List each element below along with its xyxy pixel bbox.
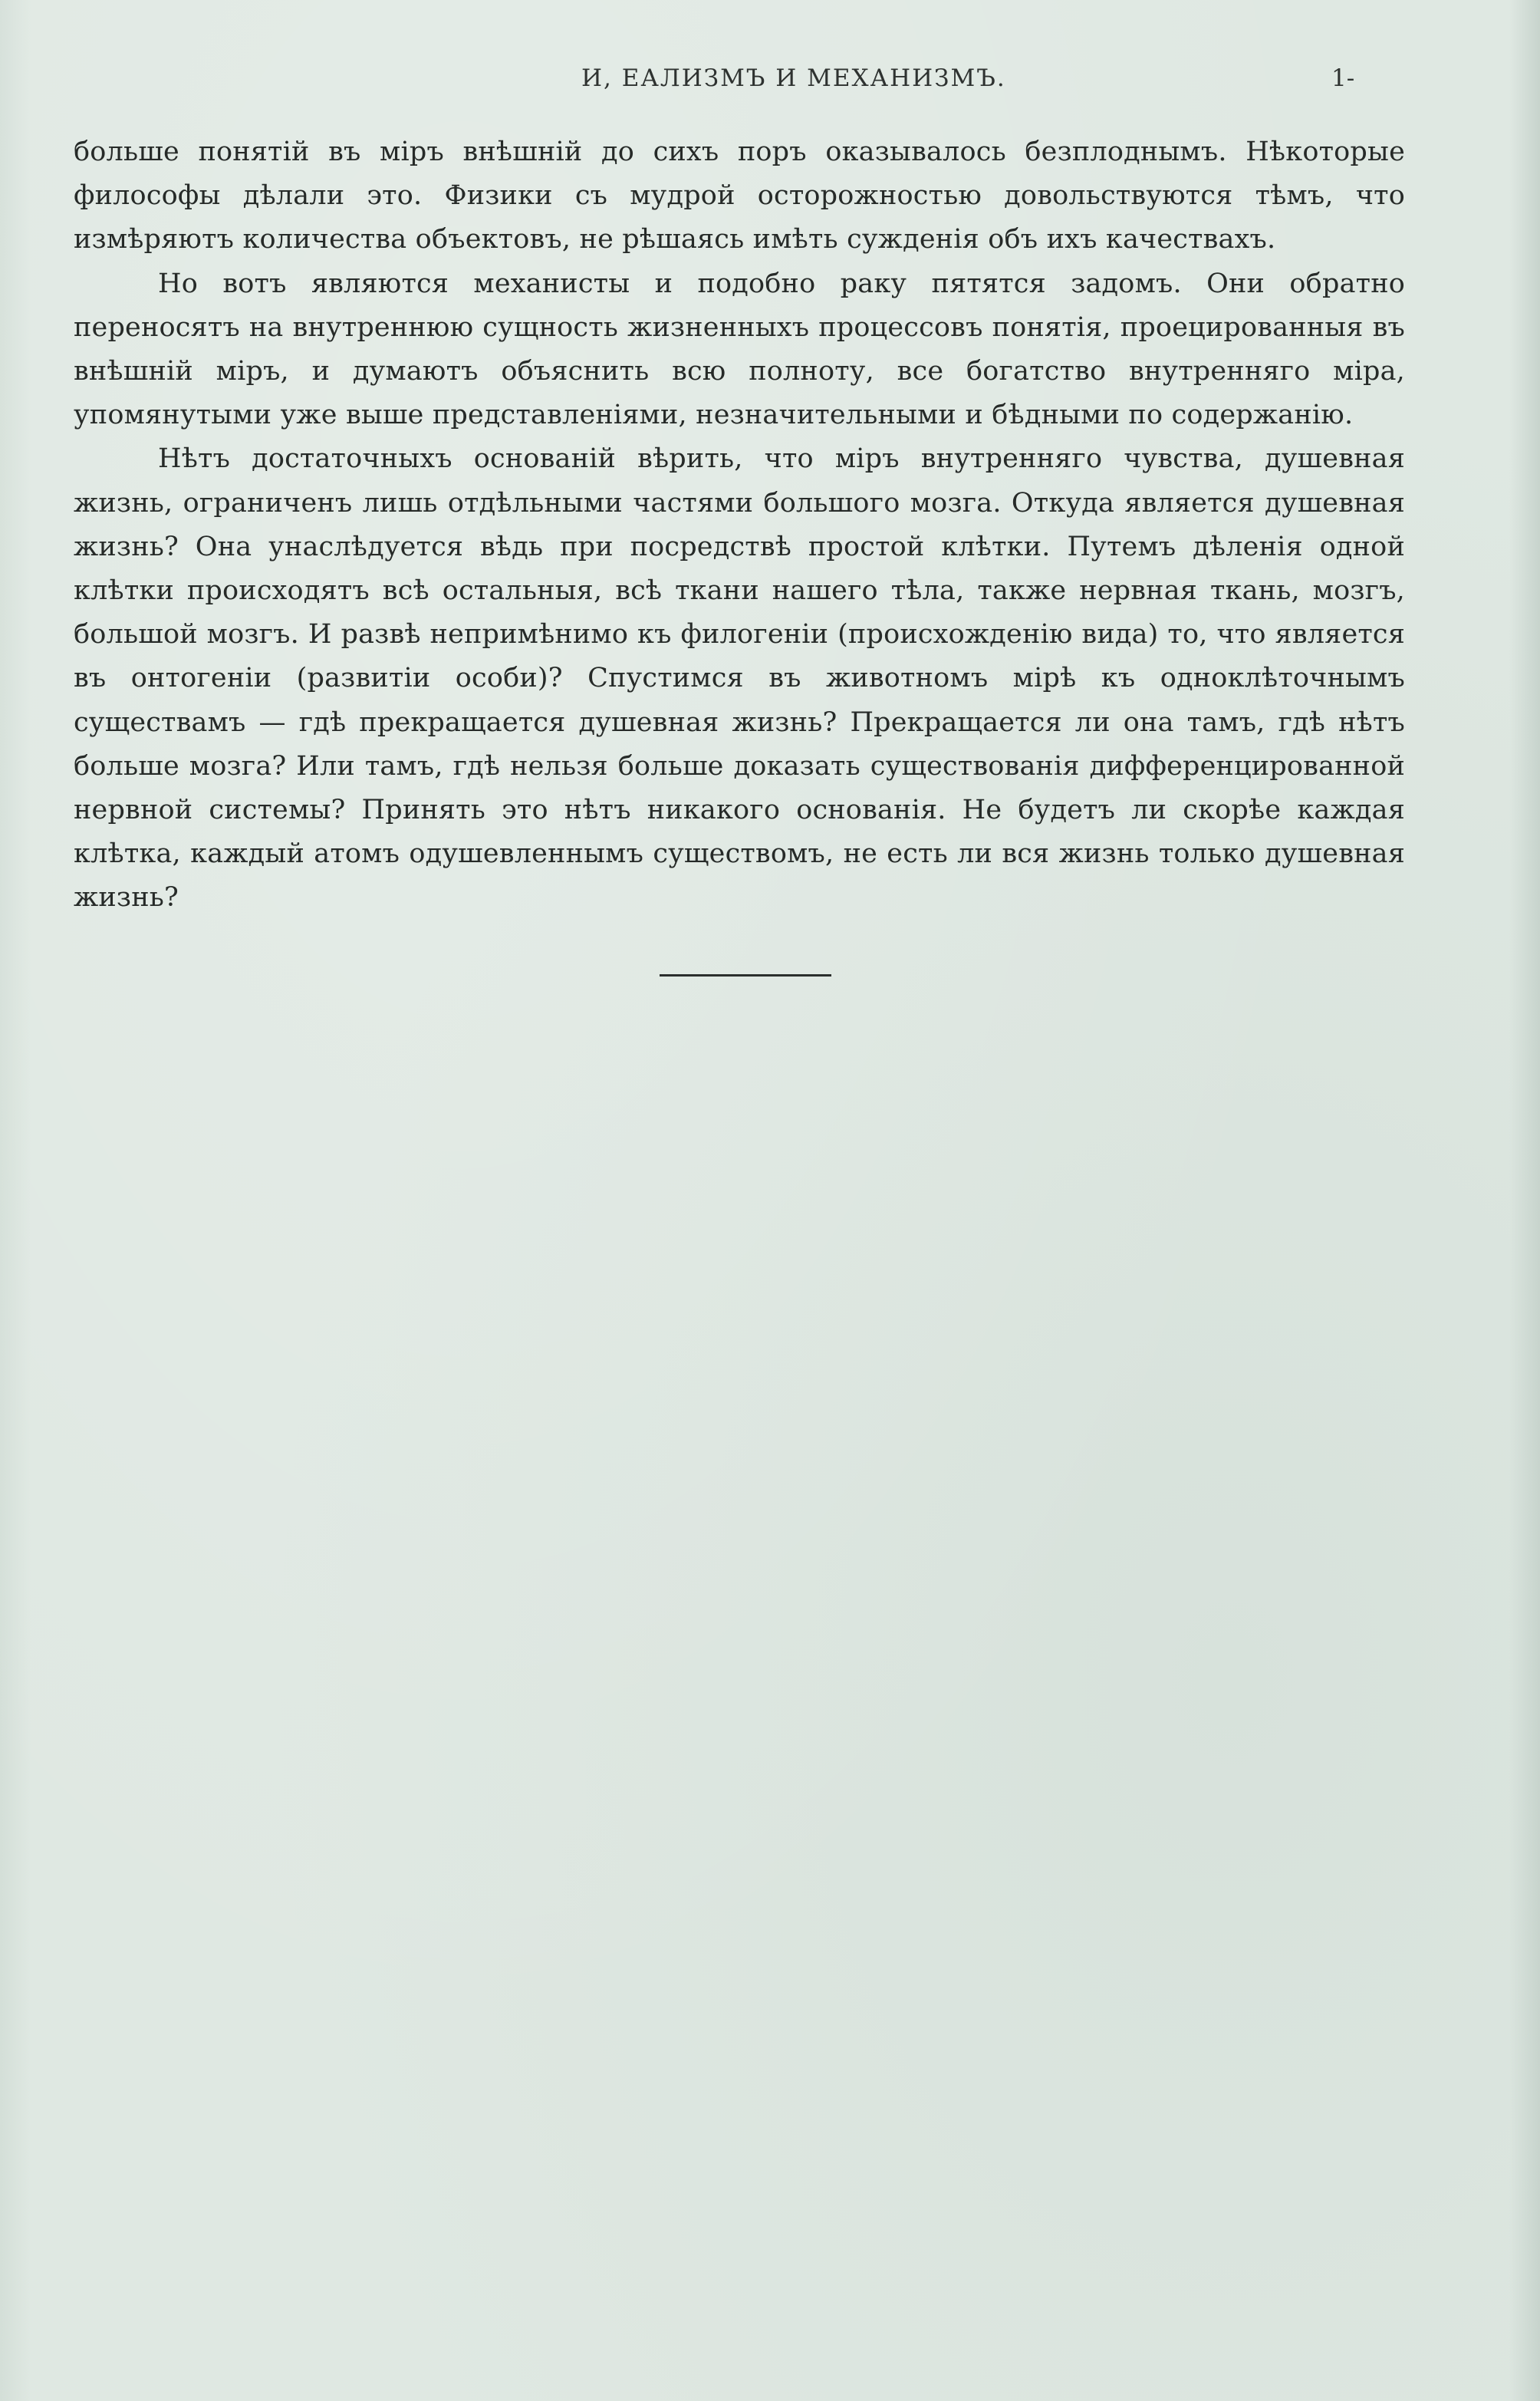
paragraph-1: больше понятій въ міръ внѣшній до сихъ поръ оказывалось безплоднымъ. Нѣкоторые философы дѣлали это. Физики съ мудрой осторожностью довольствуются тѣмъ, что измѣряютъ количества объектовъ, не рѣшаясь имѣть сужденія объ ихъ качествахъ.: [74, 137, 1405, 255]
running-header-title: И, ЕАЛИЗМЪ И МЕХАНИЗМЪ.: [581, 64, 1006, 92]
section-end-rule: [660, 974, 831, 977]
paragraph-3: Нѣтъ достаточныхъ основаній вѣрить, что міръ внутренняго чувства, душевная жизнь, ограниченъ лишь отдѣльными частями большого мозга. Откуда является душевная жизнь? Она унаслѣдуется вѣдь при посредствѣ простой клѣтки. Путемъ дѣленія одной клѣтки происходятъ всѣ остальныя, всѣ ткани нашего тѣла, также нервная ткань, мозгъ, большой мозгъ. И развѣ непримѣнимо къ филогеніи (происхожденію вида) то, что является въ онтогеніи (развитіи особи)? Спустимся въ животномъ мірѣ къ одноклѣточнымъ существамъ — гдѣ прекращается душевная жизнь? Прекращается ли она тамъ, гдѣ нѣтъ больше мозга? Или тамъ, гдѣ нельзя больше доказать существованія дифференцированной нервной системы? Принять это нѣтъ никакого основанія. Не будетъ ли скорѣе каждая клѣтка, каждый атомъ одушевленнымъ существомъ, не есть ли вся жизнь только душевная жизнь?: [74, 443, 1405, 914]
body-text: [74, 130, 1405, 921]
page-number: 1-: [1331, 64, 1355, 92]
paragraph-2: Но вотъ являются механисты и подобно раку пятятся задомъ. Они обратно переносятъ на внутреннюю сущность жизненныхъ процессовъ понятія, проецированныя въ внѣшній міръ, и думаютъ объяснить всю полноту, все богатство внутренняго міра, упомянутыми уже выше представленіями, незначительными и бѣдными по содержанію.: [74, 268, 1405, 431]
running-header: [0, 64, 1540, 103]
